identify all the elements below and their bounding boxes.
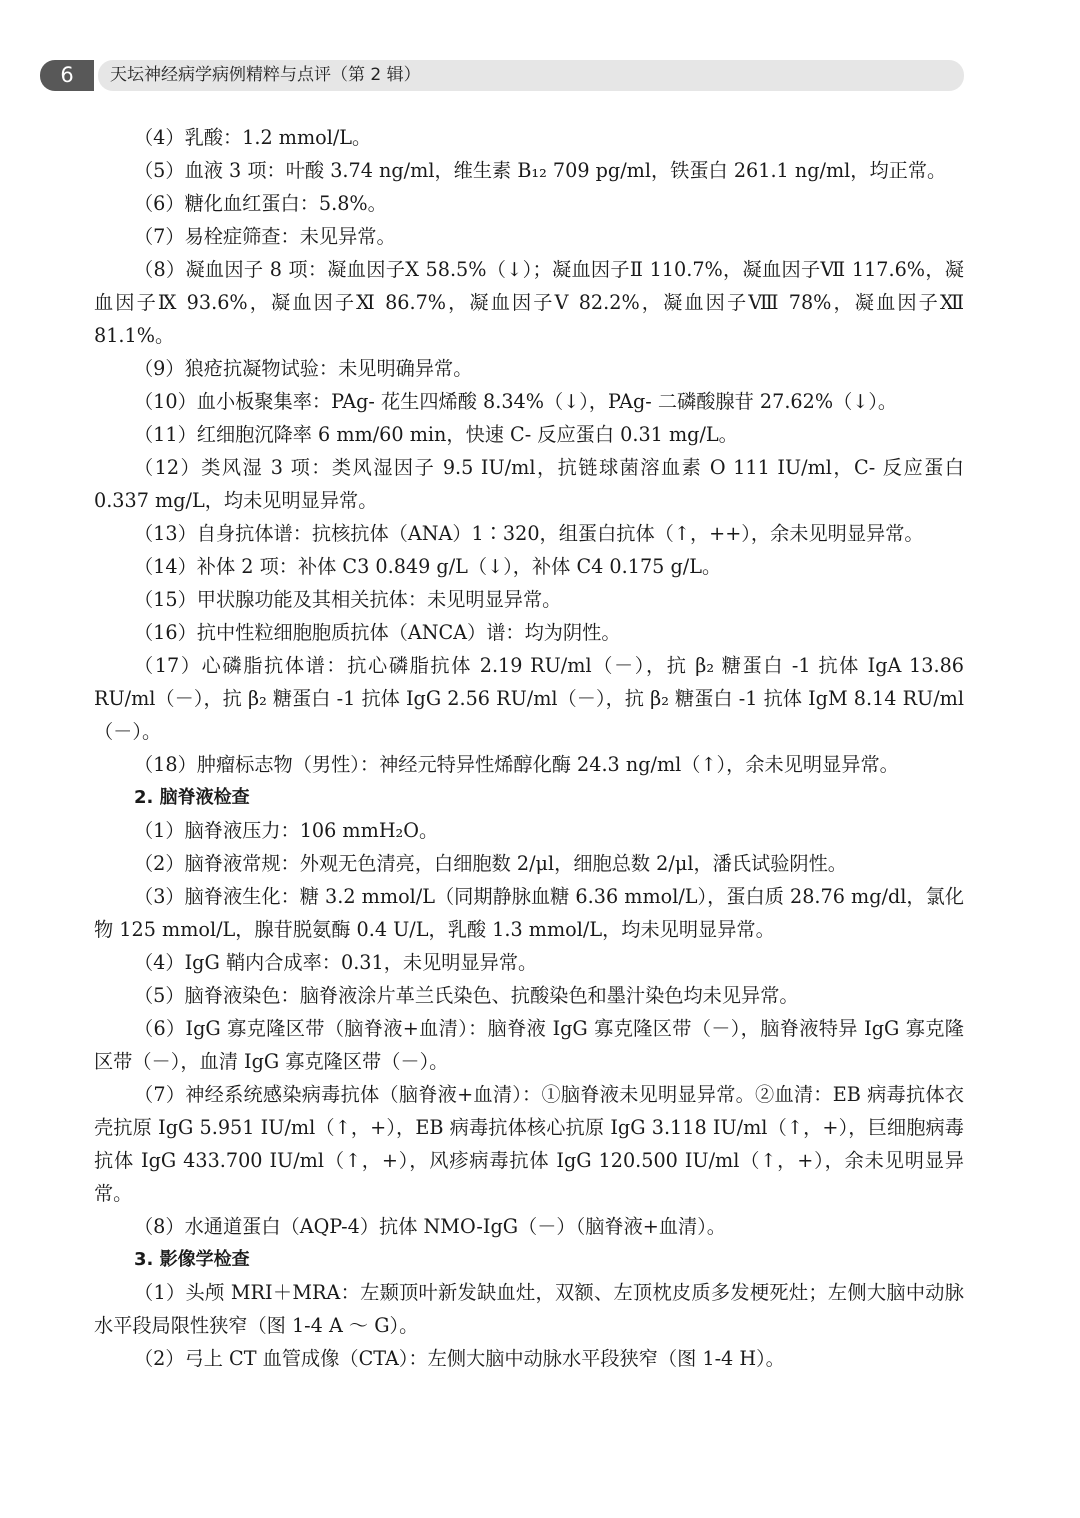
paragraph: （2）脑脊液常规：外观无色清亮，白细胞数 2/μl，细胞总数 2/μl，潘氏试验阴性。 <box>134 852 847 875</box>
paragraph: （14）补体 2 项：补体 C3 0.849 g/L（↓），补体 C4 0.175 g/L。 <box>134 555 722 578</box>
paragraph: （10）血小板聚集率：PAg- 花生四烯酸 8.34%（↓），PAg- 二磷酸腺苷 27.62%（↓）。 <box>134 390 898 413</box>
paragraph: （12）类风湿 3 项：类风湿因子 9.5 IU/ml，抗链球菌溶血素 O 111 IU/ml，C- 反应蛋白 0.337 mg/L，均未见明显异常。 <box>94 456 964 512</box>
paragraph: （8）水通道蛋白（AQP-4）抗体 NMO-IgG（－）（脑脊液+血清）。 <box>134 1215 726 1238</box>
paragraph: （3）脑脊液生化：糖 3.2 mmol/L（同期静脉血糖 6.36 mmol/L），蛋白质 28.76 mg/dl，氯化物 125 mmol/L，腺苷脱氨酶 0.4 U/L，乳酸 1.3 mmol/L，均未见明显异常。 <box>94 885 964 941</box>
paragraph: （17）心磷脂抗体谱：抗心磷脂抗体 2.19 RU/ml（－），抗 β₂ 糖蛋白 -1 抗体 IgA 13.86 RU/ml（－），抗 β₂ 糖蛋白 -1 抗体 IgG 2.56 RU/ml（－），抗 β₂ 糖蛋白 -1 抗体 IgM 8.14 RU/ml（－）。 <box>94 654 964 743</box>
paragraph: （5）血液 3 项：叶酸 3.74 ng/ml，维生素 B₁₂ 709 pg/ml，铁蛋白 261.1 ng/ml，均正常。 <box>134 159 947 182</box>
section-heading-csf: 2. 脑脊液检查 <box>134 787 250 808</box>
paragraph: （5）脑脊液染色：脑脊液涂片革兰氏染色、抗酸染色和墨汁染色均未见异常。 <box>134 984 799 1007</box>
paragraph: （11）红细胞沉降率 6 mm/60 min，快速 C- 反应蛋白 0.31 mg/L。 <box>134 423 738 446</box>
section-heading-imaging: 3. 影像学检查 <box>134 1249 250 1270</box>
paragraph: （18）肿瘤标志物（男性）：神经元特异性烯醇化酶 24.3 ng/ml（↑），余未见明显异常。 <box>134 753 899 776</box>
paragraph: （6）IgG 寡克隆区带（脑脊液+血清）：脑脊液 IgG 寡克隆区带（－），脑脊液特异 IgG 寡克隆区带（－），血清 IgG 寡克隆区带（－）。 <box>94 1017 964 1073</box>
paragraph: （2）弓上 CT 血管成像（CTA）：左侧大脑中动脉水平段狭窄（图 1-4 H）。 <box>134 1347 785 1370</box>
book-title: 天坛神经病学病例精粹与点评（第 2 辑） <box>110 65 421 85</box>
paragraph: （13）自身抗体谱：抗核抗体（ANA）1∶320，组蛋白抗体（↑，++），余未见明显异常。 <box>134 522 924 545</box>
paragraph: （1）头颅 MRI＋MRA：左颞顶叶新发缺血灶，双额、左顶枕皮质多发梗死灶；左侧大脑中动脉水平段局限性狭窄（图 1-4 A ～ G）。 <box>94 1281 964 1337</box>
paragraph: （16）抗中性粒细胞胞质抗体（ANCA）谱：均为阴性。 <box>134 621 621 644</box>
paragraph: （1）脑脊液压力：106 mmH₂O。 <box>134 819 439 842</box>
paragraph: （7）易栓症筛查：未见异常。 <box>134 225 396 248</box>
page-body <box>94 121 964 1375</box>
page-number: 6 <box>40 60 94 91</box>
paragraph: （4）IgG 鞘内合成率：0.31，未见明显异常。 <box>134 951 538 974</box>
paragraph: （8）凝血因子 8 项：凝血因子Ⅹ 58.5%（↓）；凝血因子Ⅱ 110.7%，凝血因子Ⅶ 117.6%，凝血因子Ⅸ 93.6%，凝血因子Ⅺ 86.7%，凝血因子Ⅴ 82.2%，凝血因子Ⅷ 78%，凝血因子Ⅻ 81.1%。 <box>94 258 964 347</box>
paragraph: （7）神经系统感染病毒抗体（脑脊液+血清）：①脑脊液未见明显异常。②血清：EB 病毒抗体衣壳抗原 IgG 5.951 IU/ml（↑，+），EB 病毒抗体核心抗原 IgG 3.118 IU/ml（↑，+），巨细胞病毒抗体 IgG 433.700 IU/ml（↑，+），风疹病毒抗体 IgG 120.500 IU/ml（↑，+），余未见明显异常。 <box>94 1083 964 1205</box>
paragraph: （9）狼疮抗凝物试验：未见明确异常。 <box>134 357 473 380</box>
paragraph: （4）乳酸：1.2 mmol/L。 <box>134 126 372 149</box>
paragraph: （15）甲状腺功能及其相关抗体：未见明显异常。 <box>134 588 562 611</box>
paragraph: （6）糖化血红蛋白：5.8%。 <box>134 192 387 215</box>
